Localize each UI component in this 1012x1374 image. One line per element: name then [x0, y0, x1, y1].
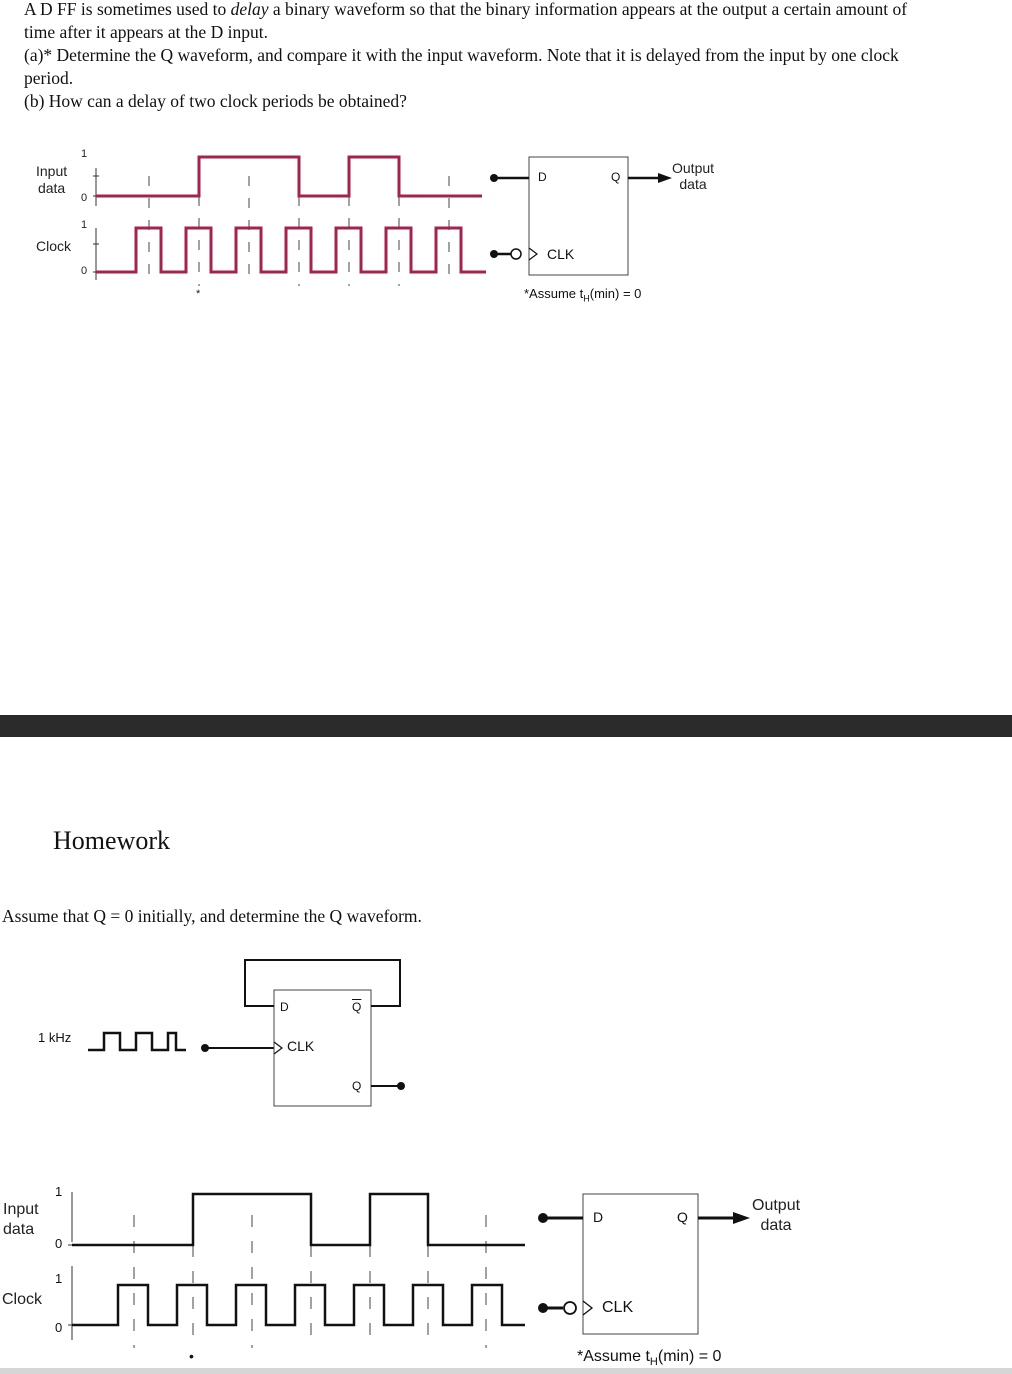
input-level-1: 1: [81, 148, 88, 160]
t-ff-clk-label: CLK: [287, 1038, 315, 1054]
t-ff-q-label: Q: [352, 1079, 362, 1093]
toggle-ff-drawing: [0, 940, 1012, 1120]
edge-marker: *: [196, 288, 201, 300]
part-a-line-2: period.: [24, 68, 74, 88]
clock-level-1: 1: [55, 1271, 63, 1286]
ff-q-label: Q: [677, 1209, 688, 1225]
output-data-label: Output data: [752, 1197, 801, 1234]
figure-2-drawing: [0, 1170, 1012, 1368]
homework-title: Homework: [53, 826, 170, 855]
clk-inversion-bubble: [511, 249, 521, 259]
edge-marker: •: [189, 1348, 194, 1364]
t-ff-qbar-label: $\overline{Q}$: [352, 1000, 362, 1014]
clock-label: Clock: [2, 1291, 43, 1308]
clock-waveform: [72, 1285, 525, 1325]
input-level-1: 1: [55, 1184, 63, 1199]
input-data-label: Input data: [36, 163, 68, 196]
clock-level-0: 0: [55, 1320, 63, 1335]
part-b: (b) How can a delay of two clock periods be obtained?: [24, 91, 407, 111]
divider-bar: [0, 715, 1012, 737]
problem-line-2: time after it appears at the D input.: [24, 22, 268, 42]
input-level-0: 0: [81, 192, 88, 204]
homework-instruction: Assume that Q = 0 initially, and determine the Q waveform.: [2, 906, 422, 926]
frequency-label: 1 kHz: [38, 1030, 72, 1045]
figure-2: [0, 1170, 1012, 1368]
input-data-label: Input data: [3, 1201, 39, 1238]
problem-line-1: A D FF is sometimes used to delay a binary waveform so that the binary information appears at the output a certain amount of: [24, 0, 908, 19]
output-arrow-icon: [733, 1212, 750, 1224]
clock-label: Clock: [36, 238, 72, 254]
clock-waveform: [96, 228, 486, 272]
input-level-0: 0: [55, 1236, 63, 1251]
ff-clk-label: CLK: [602, 1299, 634, 1316]
hold-time-assumption: *Assume $t_H(\min) = 0$: [524, 286, 642, 304]
clock-level-1: 1: [81, 219, 88, 231]
ff-d-label: D: [538, 170, 547, 184]
figure-1-drawing: [0, 0, 1012, 320]
input-data-waveform: [96, 157, 482, 196]
ff-clk-label: CLK: [547, 246, 575, 262]
emphasis-delay: delay: [230, 0, 269, 19]
bottom-edge: [0, 1368, 1012, 1374]
output-arrow-icon: [658, 173, 672, 183]
input-data-waveform: [72, 1194, 525, 1245]
clk-inversion-bubble: [564, 1302, 576, 1314]
ff-d-label: D: [593, 1209, 604, 1225]
q-output-terminal: [397, 1082, 405, 1090]
figure-1: [0, 0, 1012, 320]
hold-time-assumption: *Assume $t_H(\min) = 0$: [577, 1348, 722, 1369]
part-a-line-1: (a)* Determine the Q waveform, and compare it with the input waveform. Note that it is delayed from the input by one clock: [24, 45, 899, 65]
clock-pulse-icon: [88, 1033, 186, 1050]
output-data-label: Output data: [672, 160, 715, 192]
clock-level-0: 0: [81, 265, 88, 277]
t-ff-d-label: D: [280, 1000, 289, 1014]
toggle-ff-figure: [0, 940, 1012, 1120]
ff-q-label: Q: [611, 170, 621, 184]
